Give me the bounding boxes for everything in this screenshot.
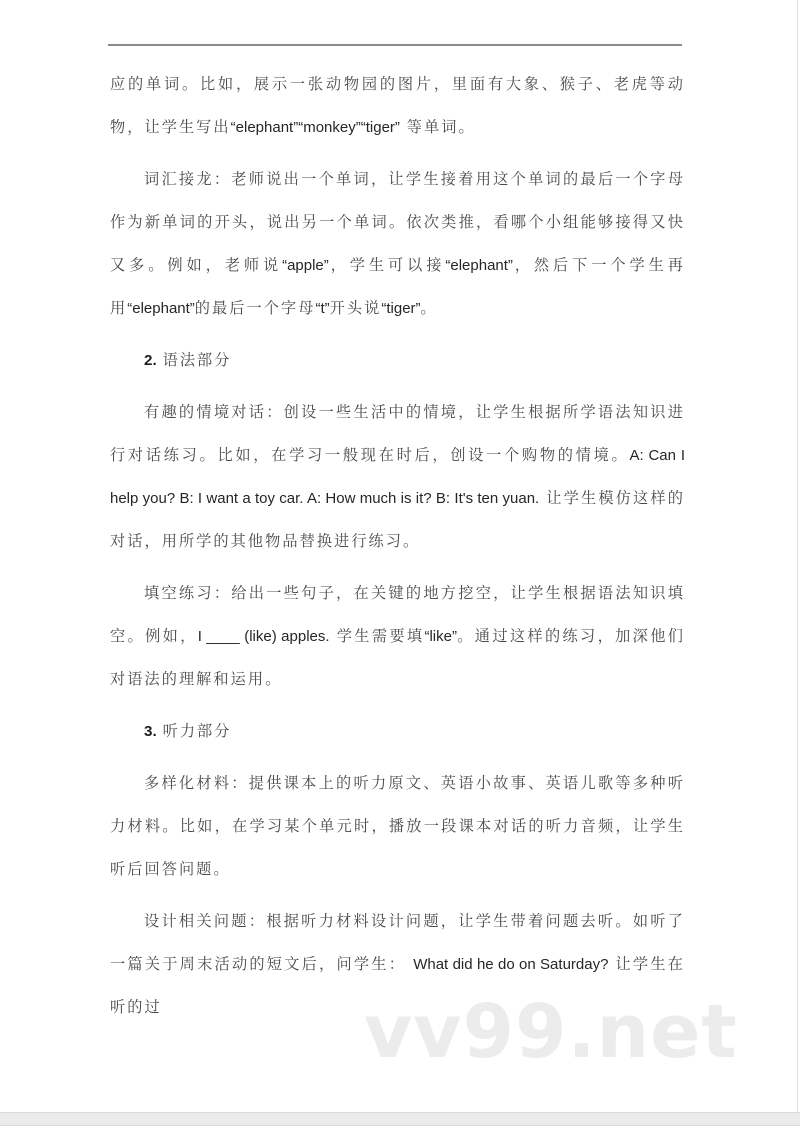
chinese-text: 。	[420, 299, 438, 317]
page-edge	[797, 0, 798, 1112]
header-rule	[108, 44, 682, 46]
english-text: A: Can I help you? B: I want a toy car. A: How much is it? B: It's ten yuan.	[110, 447, 685, 507]
chinese-text: ，然后下一个学生再用	[110, 256, 685, 317]
chinese-text: 让学生模仿这样的对话，用所学的其他物品替换进行练习。	[110, 489, 686, 550]
english-text: “elephant”“monkey”“tiger”	[230, 119, 400, 136]
chinese-text: 开头说	[329, 299, 382, 317]
english-text: “elephant”	[127, 300, 195, 317]
section-title: 语法部分	[162, 351, 232, 369]
english-text: “tiger”	[381, 300, 421, 317]
english-text: “t”	[315, 300, 330, 317]
chinese-text: ，学生可以接	[328, 256, 446, 274]
paragraph-situational-dialogue	[110, 391, 685, 563]
chinese-text: 有趣的情境对话：创设一些生活中的情境，让学生根据所学语法知识进行对话练习。比如，在学习一般现在时后，创设一个购物的情境。	[110, 403, 685, 464]
page-separator	[0, 1112, 800, 1126]
document-body	[110, 63, 685, 1029]
section-number: 2.	[144, 352, 157, 369]
paragraph-vocab-writing	[110, 63, 685, 149]
chinese-text: 的最后一个字母	[194, 299, 316, 317]
chinese-text: 。通过这样的练习，加深他们对语法的理解和运用。	[110, 627, 686, 688]
english-text: “apple”	[282, 257, 329, 274]
english-text: “elephant”	[445, 257, 513, 274]
paragraph-diverse-materials	[110, 762, 685, 891]
section-title: 听力部分	[162, 722, 232, 740]
english-text: What did he do on Saturday?	[413, 956, 609, 973]
chinese-text: 填空练习：给出一些句子，在关键的地方挖空，让学生根据语法知识填空。例如，	[110, 584, 685, 645]
paragraph-word-chain	[110, 158, 685, 330]
section-heading-grammar	[110, 339, 685, 382]
section-number: 3.	[144, 723, 157, 740]
chinese-text: 等单词。	[399, 118, 476, 136]
watermark: vv99.net	[364, 989, 738, 1075]
chinese-text: 学生需要填	[329, 627, 425, 645]
chinese-text: 让学生在听的过	[110, 955, 685, 1016]
chinese-text: 应的单词。比如，展示一张动物园的图片，里面有大象、猴子、老虎等动物，让学生写出	[110, 75, 685, 136]
section-heading-listening	[110, 710, 685, 753]
english-text: “like”	[424, 628, 457, 645]
english-text: I ____ (like) apples.	[197, 628, 330, 645]
paragraph-fill-in-blank	[110, 572, 685, 701]
chinese-text: 词汇接龙：老师说出一个单词，让学生接着用这个单词的最后一个字母作为新单词的开头，说出另一个单词。依次类推，看哪个小组能够接得又快又多。例如，老师说	[110, 170, 685, 274]
chinese-text: 多样化材料：提供课本上的听力原文、英语小故事、英语儿歌等多种听力材料。比如，在学习某个单元时，播放一段课本对话的听力音频，让学生听后回答问题。	[110, 774, 685, 878]
chinese-text: 设计相关问题：根据听力材料设计问题，让学生带着问题去听。如听了一篇关于周末活动的短文后，问学生：	[110, 912, 685, 973]
